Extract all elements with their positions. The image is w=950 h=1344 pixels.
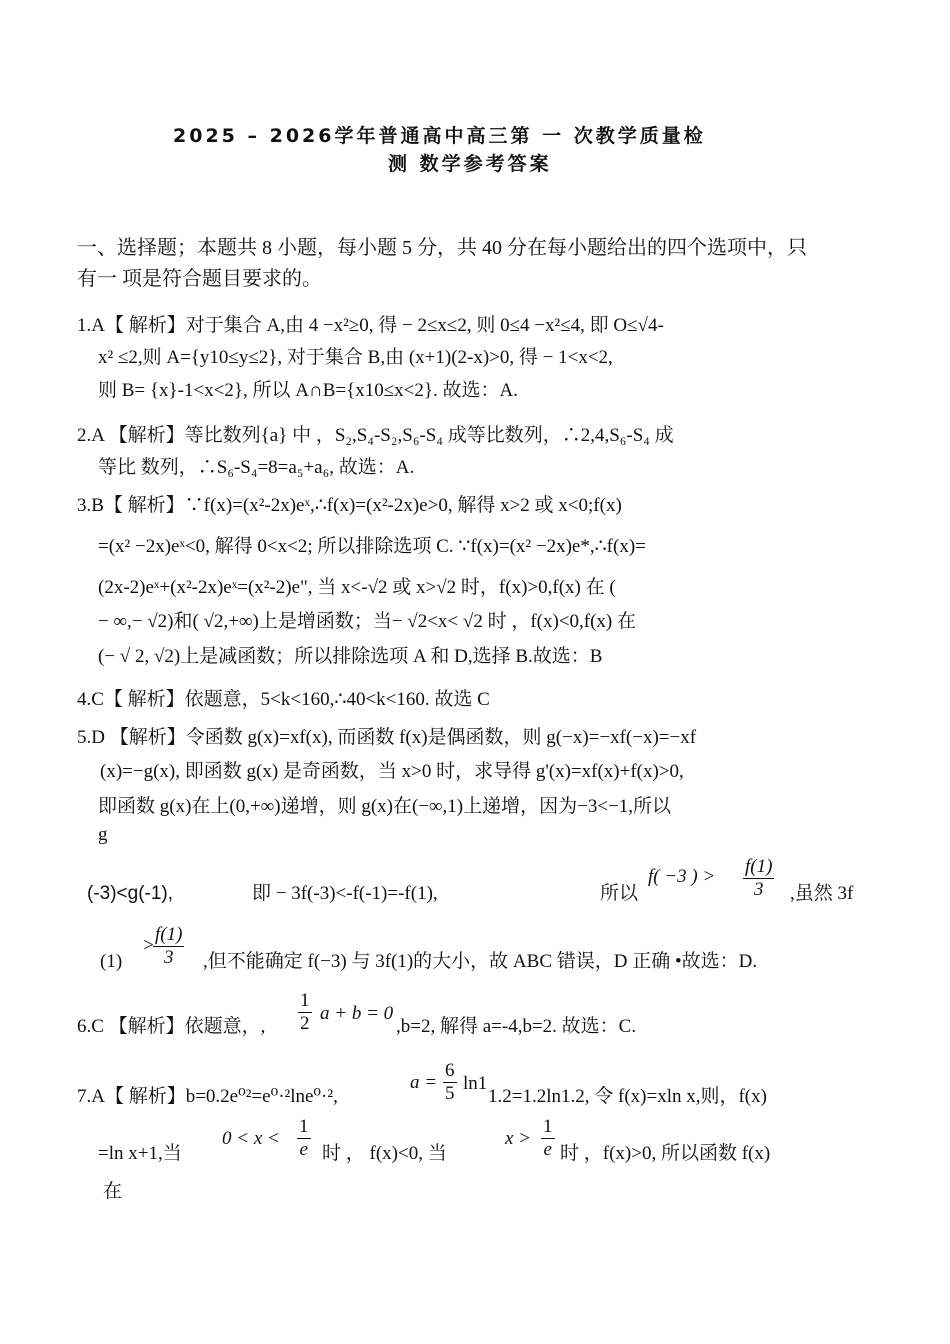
q5-line2: (x)=−g(x), 即函数 g(x) 是奇函数，当 x>0 时，求导得 g'(x)=xf(x)+f(x)>0, [100, 761, 684, 782]
q7-fraction-1-den: 5 [445, 1083, 455, 1104]
q7-line2-part1: =ln x+1,当 [98, 1143, 182, 1164]
q7-line1-ln: ln1 [463, 1073, 488, 1094]
q7-line1-part1: 7.A【 解析】b=0.2e⁰²=e⁰·²lne⁰·², [77, 1086, 338, 1107]
q5-line5-part4: ,虽然 3f [790, 883, 854, 904]
q6-line1-part1: 6.C 【解析】依题意，, [77, 1016, 266, 1037]
q1-line2: x² ≤2,则 A={y10≤y≤2}, 对于集合 B,由 (x+1)(2-x)>0, 得 − 1<x<2, [98, 347, 613, 368]
q5-fraction-2-num: f(1) [155, 924, 183, 945]
q7-fraction-3-den: e [543, 1139, 552, 1160]
q3-line4: − ∞,− √2)和( √2,+∞)上是增函数；当− √2<x< √2 时 ，f(x)<0,f(x) 在 [98, 611, 637, 632]
q5-fraction-1 [743, 856, 774, 901]
q4-line1: 4.C【 解析】依题意，5<k<160,∴40<k<160. 故选 C [77, 689, 490, 710]
q5-line6-part1: (1) [100, 951, 123, 972]
q5-line6-gt: > [142, 935, 155, 956]
q5-line4: g [98, 824, 108, 845]
q7-line1-part2: 1.2=1.2ln1.2, 令 f(x)=xln x,则，f(x) [488, 1086, 767, 1107]
q6-fraction-den: 2 [300, 1013, 310, 1034]
q2-line2: 等比 数列，∴S₆-S₄=8=a₅+a₆, 故选：A. [98, 457, 415, 478]
q7-line2-part2: 时 ， f(x)<0, 当 [322, 1143, 447, 1164]
q7-fraction-2-num: 1 [299, 1116, 309, 1137]
page-title-line2: 测 数学参考答案 [388, 153, 552, 175]
section-heading-line1: 一、选择题；本题共 8 小题，每小题 5 分，共 40 分在每小题给出的四个选项中，只 [77, 237, 807, 259]
q6-equation: a + b = 0 [320, 1003, 394, 1024]
q3-line3: (2x-2)eˣ+(x²-2x)eˣ=(x²-2)e", 当 x<-√2 或 x>√2 时，f(x)>0,f(x) 在 ( [98, 577, 616, 598]
q5-inequality-expr: f( −3 ) > [648, 866, 716, 887]
q5-fraction-2-den: 3 [163, 947, 174, 968]
section-heading-line2: 有一 项是符合题目要求的。 [77, 268, 322, 290]
q7-line2-part3: 时 ，f(x)>0, 所以函数 f(x) [560, 1143, 771, 1164]
q3-line5: (− √ 2, √2)上是减函数；所以排除选项 A 和 D,选择 B.故选：B [98, 646, 603, 667]
q5-line5-part3: 所以 [600, 883, 639, 904]
q6-fraction [298, 990, 312, 1035]
q5-fraction-1-num: f(1) [745, 856, 773, 877]
page-title-line1: 2025 – 2026学年普通高中高三第 一 次教学质量检 [173, 125, 706, 147]
q1-line1: 1.A【 解析】对于集合 A,由 4 −x²≥0, 得 − 2≤x≤2, 则 0≤4 −x²≤4, 即 O≤√4- [77, 315, 664, 336]
q7-fraction-3-num: 1 [543, 1116, 553, 1137]
q7-expr-gt: x > [505, 1128, 532, 1149]
q7-fraction-1 [443, 1060, 457, 1105]
q7-expr-interval: 0 < x < [222, 1128, 280, 1149]
q7-fraction-1-num: 6 [445, 1060, 455, 1081]
q3-line1: 3.B【 解析】∵f(x)=(x²-2x)eˣ,∴f(x)=(x²-2x)e>0, 解得 x>2 或 x<0;f(x) [77, 495, 622, 516]
q5-line1: 5.D 【解析】令函数 g(x)=xf(x), 而函数 f(x)是偶函数，则 g(−x)=−xf(−x)=−xf [77, 727, 697, 748]
q6-line1-part2: ,b=2, 解得 a=-4,b=2. 故选：C. [396, 1016, 637, 1037]
q7-expr-a: a = [410, 1072, 438, 1093]
q5-line3: 即函数 g(x)在上(0,+∞)递增，则 g(x)在(−∞,1)上递增，因为−3<−1,所以 [98, 796, 672, 817]
q2-line1: 2.A 【解析】等比数列{a} 中 ，S₂,S₄-S₂,S₆-S₄ 成等比数列，∴2,4,S₆-S₄ 成 [77, 425, 674, 446]
q3-line2: =(x² −2x)eˣ<0, 解得 0<x<2; 所以排除选项 C. ∵f(x)=(x² −2x)e*,∴f(x)= [98, 536, 646, 557]
q7-fraction-2-den: e [299, 1139, 308, 1160]
q5-fraction-1-den: 3 [753, 879, 764, 900]
q1-line3: 则 B= {x}-1<x<2}, 所以 A∩B={x10≤x<2}. 故选：A. [98, 380, 518, 401]
q5-fraction-2 [153, 924, 184, 969]
q5-line5-part2: 即 − 3f(-3)<-f(-1)=-f(1), [252, 883, 438, 904]
q6-fraction-num: 1 [300, 990, 310, 1011]
q5-line6-part2: ,但不能确定 f(−3) 与 3f(1)的大小，故 ABC 错误，D 正确 •故选：D. [203, 951, 758, 972]
q5-line5-part1: (-3)<g(-1), [87, 883, 174, 904]
q7-fraction-3 [541, 1116, 555, 1161]
q7-fraction-2 [297, 1116, 311, 1161]
q7-line3: 在 [103, 1181, 123, 1202]
